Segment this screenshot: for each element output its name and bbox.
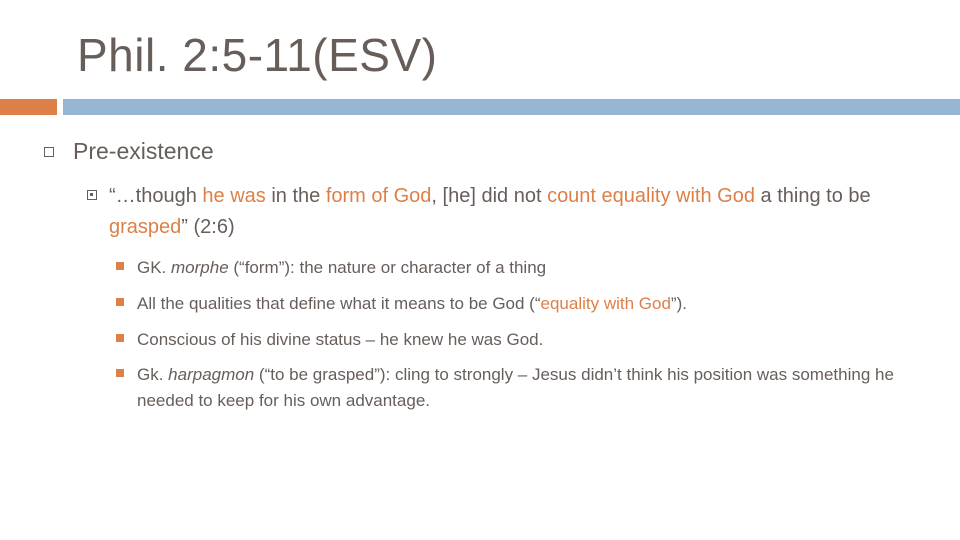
hollow-square-bullet-icon [44, 147, 54, 157]
point-definition: (“to be grasped”): cling to strongly – Jesus didn’t think his position was something he needed to keep for his own advantage. [137, 365, 894, 410]
filled-square-bullet-icon [116, 334, 124, 342]
filled-square-bullet-icon [116, 369, 124, 377]
point-text [137, 255, 896, 281]
bullet-level1 [44, 138, 214, 165]
square-bullet-icon [87, 190, 97, 200]
filled-square-bullet-icon [116, 262, 124, 270]
title-divider-bar [63, 99, 960, 115]
quote-highlight: he was [202, 185, 266, 207]
quote-highlight: grasped [109, 216, 182, 238]
point-prefix: GK. [137, 258, 172, 277]
bullet-level2-quote [87, 181, 887, 243]
quote-highlight: count equality with God [547, 185, 755, 207]
bullet-level3 [116, 362, 896, 414]
quote-text: “…though [109, 185, 203, 207]
greek-term: morphe [171, 258, 229, 277]
quote-reference: ” (2:6) [181, 216, 235, 238]
title-accent-bar [0, 99, 57, 115]
greek-term: harpagmon [168, 365, 255, 384]
point-text: Conscious of his divine status – he knew he was God. [137, 330, 544, 349]
quote-highlight: form of God [325, 185, 432, 207]
bullet-level3 [116, 291, 896, 317]
filled-square-bullet-icon [116, 298, 124, 306]
point-text [137, 362, 896, 414]
point-prefix: All the qualities that define what it means to be God (“ [137, 294, 541, 313]
heading-pre-existence: Pre-existence [73, 138, 214, 164]
quote-text: in the [265, 185, 326, 207]
bullet-level3 [116, 327, 896, 353]
point-prefix: Gk. [137, 365, 169, 384]
point-text [137, 291, 896, 317]
point-suffix: ”). [670, 294, 687, 313]
slide-title: Phil. 2:5-11(ESV) [77, 29, 438, 81]
scripture-quote [109, 181, 887, 243]
bullet-level3 [116, 255, 896, 281]
quote-text: a thing to be [754, 185, 871, 207]
point-highlight: equality with God [540, 294, 671, 313]
point-definition: (“form”): the nature or character of a thing [228, 258, 547, 277]
quote-text: , [he] did not [431, 185, 548, 207]
